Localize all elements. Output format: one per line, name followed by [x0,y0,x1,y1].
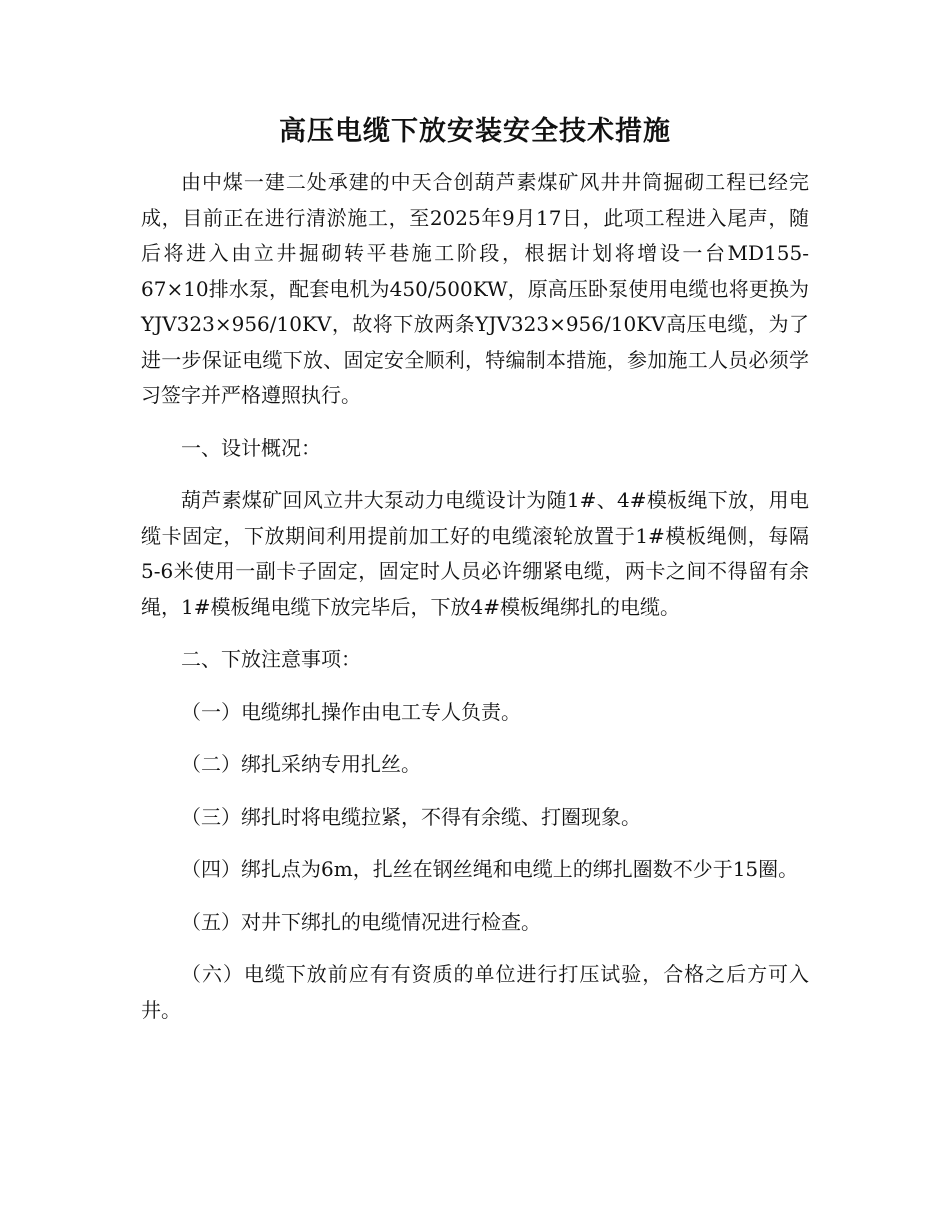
section-heading-precautions: 二、下放注意事项： [181,647,361,671]
document-title: 高压电缆下放安装安全技术措施 [279,116,671,147]
section-heading-design-overview: 一、设计概况： [181,435,321,460]
precaution-item-3: （三）绑扎时将电缆拉紧，不得有余缆、打圈现象。 [181,804,641,829]
precaution-item-5: （五）对井下绑扎的电缆情况进行检查。 [181,909,541,934]
precaution-item-4: （四）绑扎点为6m，扎丝在钢丝绳和电缆上的绑扎圈数不少于15圈。 [181,857,799,881]
precaution-item-2: （二）绑扎采纳专用扎丝。 [181,752,421,776]
precaution-item-6: （六）电缆下放前应有有资质的单位进行打压试验，合格之后方可入井。 [141,962,809,1022]
precaution-item-1: （一）电缆绑扎操作由电工专人负责。 [181,699,521,724]
design-overview-paragraph: 葫芦素煤矿回风立井大泵动力电缆设计为随1#、4#模板绳下放，用电缆卡固定，下放期间利用提前加工好的电缆滚轮放置于1#模板绳侧，每隔5-6米使用一副卡子固定，固定时人员必许绷紧电缆，两卡之间不得留有余绳，1#模板绳电缆下放完毕后，下放4#模板绳绑扎的电缆。 [141,488,809,619]
document-body [141,165,809,1028]
intro-paragraph: 由中煤一建二处承建的中天合创葫芦素煤矿风井井筒掘砌工程已经完成，目前正在进行清淤施工，至2025年9月17日，此项工程进入尾声，随后将进入由立井掘砌转平巷施工阶段，根据计划将增设一台MD155-67×10排水泵，配套电机为450/500KW，原高压卧泵使用电缆也将更换为YJV323×956/10KV，故将下放两条YJV323×956/10KV高压电缆，为了进一步保证电缆下放、固定安全顺利，特编制本措施，参加施工人员必须学习签字并严格遵照执行。 [141,170,809,407]
